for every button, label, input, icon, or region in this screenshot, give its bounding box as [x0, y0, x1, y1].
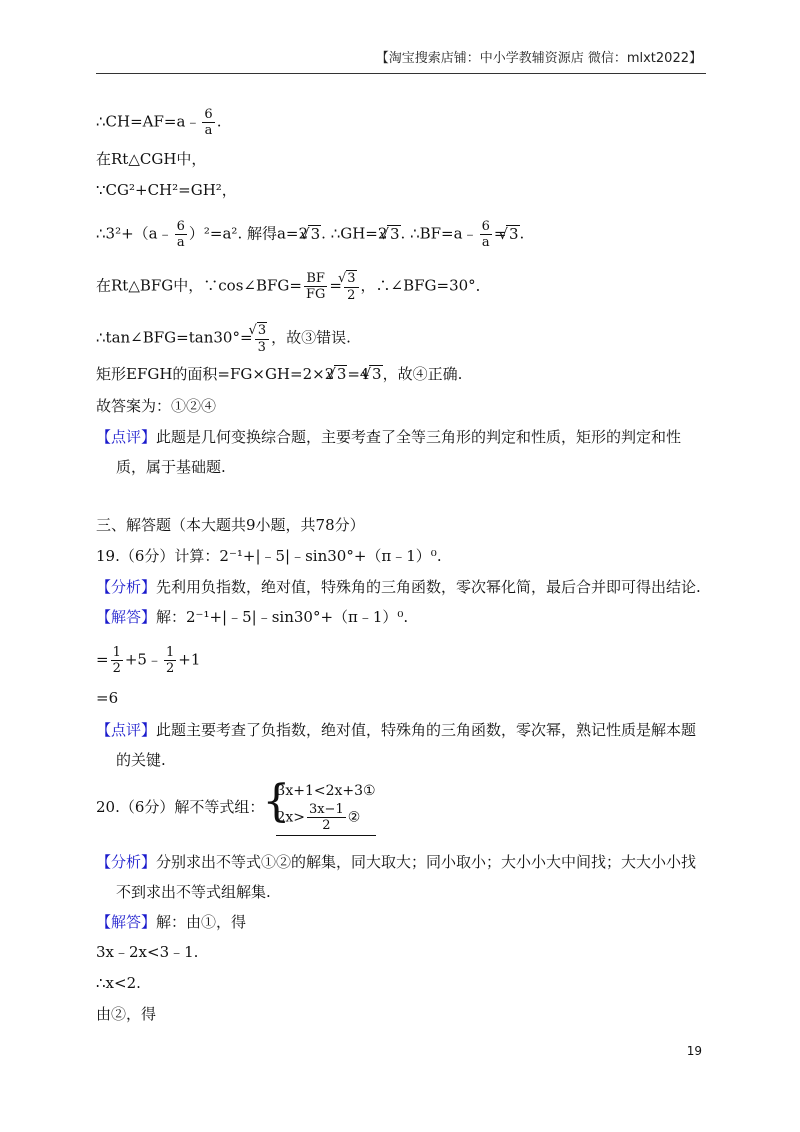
answer-19-result: =6: [96, 689, 119, 707]
fraction: $\frac{1}{2}$: [165, 645, 175, 676]
fraction: $\frac{1}{2}$: [112, 645, 121, 676]
sqrt: √ 3: [506, 225, 519, 242]
question-19: 19.（6分）计算：2⁻¹+|﹣5|﹣sin30°+（π﹣1）⁰.: [96, 547, 442, 565]
solution-line-ch: ∴CH=AF=a﹣ $\frac{6}{a}$ .: [96, 107, 222, 138]
answer-tag: 【解答】: [96, 608, 157, 626]
sqrt: √ 3: [334, 365, 347, 382]
solution-line-rt-cgh: 在Rt△CGH中，: [96, 150, 207, 168]
sqrt: √ 3: [308, 225, 321, 242]
solution-line-cos: 在Rt△BFG中，∵cos∠BFG= $\frac{BF}{FG}$ = √ $\frac{3}{2}$ ，∴∠BFG=30°．: [96, 270, 491, 303]
page-header: 【淘宝搜索店铺：中小学教辅资源店 微信：mlxt2022】: [375, 51, 702, 66]
analysis-20-line: 【分析】分别求出不等式①②的解集，同大取大；同小取小；大小小大中间找；大大小小找: [96, 853, 697, 871]
comment-line: 【点评】此题是几何变换综合题，主要考查了全等三角形的判定和性质，矩形的判定和性: [96, 428, 682, 446]
analysis-20-cont: 不到求出不等式组解集.: [116, 883, 271, 901]
sqrt: √ 3: [369, 365, 382, 382]
page-number: 19: [686, 1044, 702, 1058]
fraction: √ $\frac{3}{2}$: [344, 270, 359, 303]
fraction: $\frac{BF}{FG}$: [305, 271, 326, 302]
fraction: $\frac{6}{a}$: [481, 219, 490, 250]
solution-line-solve-a: ∴3²+（a﹣ $\frac{6}{a}$ ）²=a². 解得a=2√ 3. ∴GH=2√ 3. ∴BF=a﹣ $\frac{6}{a}$ =√ 3.: [96, 219, 524, 250]
inequality-system: { 3x+1<2x+3① 2x> $\frac{3x-1}{2}$ ②: [264, 780, 375, 836]
answer-line: 故答案为：①②④: [96, 397, 217, 415]
answer-20-line: 【解答】解：由①，得: [96, 913, 247, 931]
solution-line-pythagoras: ∵CG²+CH²=GH²，: [96, 181, 237, 199]
comment-19-cont: 的关键.: [116, 751, 166, 769]
header-divider: [96, 73, 706, 74]
answer-20-step2: ∴x<2.: [96, 974, 141, 992]
analysis-tag: 【分析】: [96, 853, 157, 871]
fraction-6-over-a: $\frac{6}{a}$: [204, 107, 213, 138]
solution-line-tan: ∴tan∠BFG=tan30°= √ $\frac{3}{3}$ ，故③错误.: [96, 322, 351, 355]
answer-19-step: = $\frac{1}{2}$ +5﹣ $\frac{1}{2}$ +1: [96, 645, 201, 676]
section-title: 三、解答题（本大题共9小题，共78分）: [96, 516, 365, 534]
sqrt: √ 3: [387, 225, 400, 242]
question-20: 20.（6分）解不等式组： { 3x+1<2x+3① 2x> $\frac{3x-1}{2}$ ②: [96, 780, 376, 836]
fraction: $\frac{6}{a}$: [176, 219, 185, 250]
comment-19-line: 【点评】此题主要考查了负指数，绝对值，特殊角的三角函数，零次幂，熟记性质是解本题: [96, 721, 697, 739]
comment-tag: 【点评】: [96, 721, 157, 739]
comment-tag: 【点评】: [96, 428, 157, 446]
fraction: √ $\frac{3}{3}$: [255, 322, 270, 355]
comment-line-cont: 质，属于基础题.: [116, 458, 226, 476]
answer-20-step1: 3x﹣2x<3﹣1.: [96, 943, 199, 961]
answer-19-line: 【解答】解：2⁻¹+|﹣5|﹣sin30°+（π﹣1）⁰.: [96, 608, 409, 626]
answer-20-step3: 由②，得: [96, 1005, 157, 1023]
answer-tag: 【解答】: [96, 913, 157, 931]
solution-line-area: 矩形EFGH的面积=FG×GH=2×2√ 3=4√ 3，故④正确.: [96, 364, 462, 384]
analysis-tag: 【分析】: [96, 578, 157, 596]
analysis-line: 【分析】先利用负指数，绝对值，特殊角的三角函数，零次幂化简，最后合并即可得出结论.: [96, 578, 701, 596]
